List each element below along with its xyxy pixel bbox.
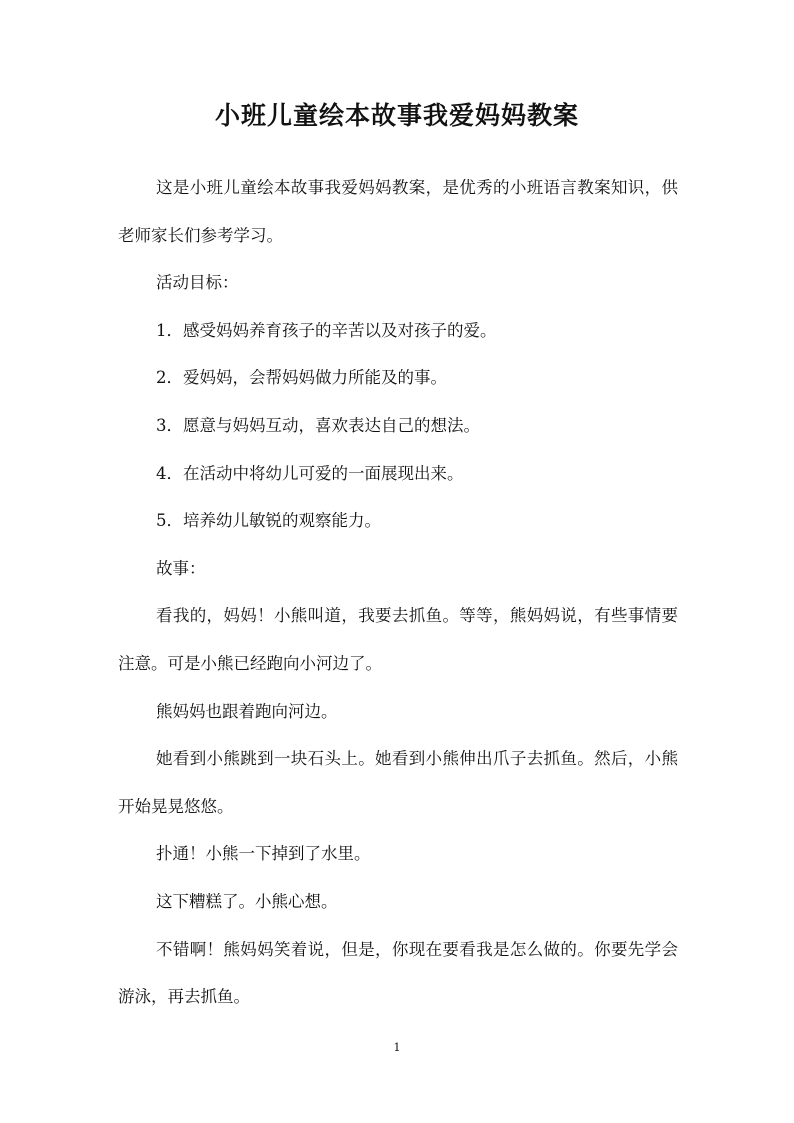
objective-item-1: 1．感受妈妈养育孩子的辛苦以及对孩子的爱。 (156, 320, 497, 340)
page-number: 1 (393, 1041, 401, 1054)
document-title: 小班儿童绘本故事我爱妈妈教案 (214, 101, 579, 130)
story-paragraph: 看我的，妈妈！小熊叫道，我要去抓鱼。等等，熊妈妈说，有些事情要注意。可是小熊已经跑向小河边了。 (118, 606, 678, 673)
objective-item-4: 4．在活动中将幼儿可爱的一面展现出来。 (156, 463, 464, 483)
intro-paragraph: 这是小班儿童绘本故事我爱妈妈教案，是优秀的小班语言教案知识，供老师家长们参考学习。 (118, 178, 678, 245)
story-paragraph: 不错啊！熊妈妈笑着说，但是，你现在要看我是怎么做的。你要先学会游泳，再去抓鱼。 (118, 939, 678, 1007)
story-paragraph: 扑通！小熊一下掉到了水里。 (156, 844, 371, 864)
story-paragraph: 她看到小熊跳到一块石头上。她看到小熊伸出爪子去抓鱼。然后，小熊开始晃晃悠悠。 (118, 749, 678, 816)
document-body (118, 164, 678, 1021)
story-paragraph: 熊妈妈也跟着跑向河边。 (156, 701, 338, 721)
objective-item-5: 5．培养幼儿敏锐的观察能力。 (156, 511, 381, 531)
story-paragraph: 这下糟糕了。小熊心想。 (156, 891, 338, 911)
objective-item-2: 2．爱妈妈，会帮妈妈做力所能及的事。 (156, 368, 447, 388)
objectives-heading: 活动目标： (156, 273, 239, 293)
story-heading: 故事： (156, 558, 206, 578)
objective-item-3: 3．愿意与妈妈互动，喜欢表达自己的想法。 (156, 415, 480, 435)
